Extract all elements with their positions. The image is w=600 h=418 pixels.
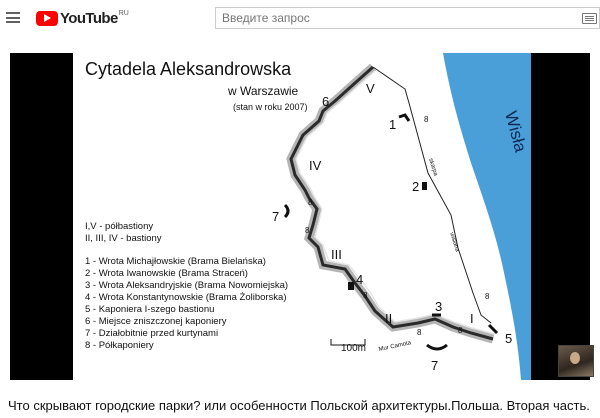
kaponier-8-g: 8 — [485, 292, 490, 301]
gate-5-mark — [489, 325, 497, 333]
map-title: Cytadela Aleksandrowska — [85, 59, 292, 79]
youtube-logo[interactable] — [36, 9, 129, 27]
bastion-I-label: I — [470, 311, 474, 326]
kaponier-8-b: 8 — [308, 198, 313, 207]
mur-camota-label: Mur Camota — [378, 340, 412, 353]
bastion-II-label: II — [385, 311, 393, 326]
river-label: Wisła — [501, 109, 531, 155]
top-bar — [0, 0, 600, 36]
map-subtitle: w Warszawie — [228, 84, 299, 98]
legend-line-6: 5 - Kaponiera I-szego bastionu — [85, 304, 215, 315]
legend-line-1: II, III, IV - bastiony — [85, 233, 162, 244]
skarpa-label: skarpa — [427, 157, 439, 177]
battery-7-left-number: 7 — [272, 209, 280, 224]
logo-text: YouTube — [60, 9, 118, 27]
search-box[interactable] — [215, 7, 600, 29]
legend-line-2: 1 - Wrota Michajłowskie (Brama Bielańska) — [85, 256, 266, 267]
kaponier-8-c: 8 — [305, 226, 310, 235]
menu-icon[interactable] — [6, 12, 20, 23]
kaponier-8-e: 8 — [417, 328, 422, 337]
legend-line-0: I,V - półbastiony — [85, 221, 154, 232]
channel-watermark-thumbnail[interactable] — [558, 345, 594, 377]
legend-line-9: 8 - Półkaponiery — [85, 340, 154, 351]
legend-line-3: 2 - Wrota Iwanowskie (Brama Straceń) — [85, 268, 248, 279]
video-title[interactable]: Что скрывают городские парки? или особенности Польской архитектуры.Польша. Вторая часть. — [8, 398, 590, 413]
kaponier-8-f: 8 — [458, 326, 463, 335]
scale-label: 100m — [341, 343, 367, 354]
map-date: (stan w roku 2007) — [233, 102, 308, 112]
citadel-map — [73, 53, 531, 380]
legend-line-8: 7 - Działobitnie przed kurtynami — [85, 328, 219, 339]
legend-line-5: 4 - Wrota Konstantynowskie (Brama Żoliborska) — [85, 292, 287, 303]
gate-5-number: 5 — [505, 331, 513, 346]
gate-1-number: 1 — [389, 117, 397, 132]
youtube-play-icon — [36, 11, 58, 26]
kaponier-8-d: 8 — [363, 291, 368, 300]
legend-line-4: 3 - Wrota Aleksandryjskie (Brama Nowomiejska) — [85, 280, 289, 291]
place-6-number: 6 — [322, 94, 330, 109]
logo-region: RU — [118, 10, 129, 17]
kaponier-8-a: 8 — [424, 115, 429, 124]
wislana-label: wiślana — [448, 231, 460, 253]
bastion-III-label: III — [331, 247, 342, 262]
gate-2-mark — [422, 182, 427, 190]
gate-3-number: 3 — [435, 299, 443, 314]
battery-7-bottom — [427, 345, 447, 349]
gate-1-mark — [399, 115, 409, 121]
battery-7-bottom-number: 7 — [431, 358, 439, 373]
video-player[interactable] — [10, 53, 590, 380]
search-input[interactable] — [216, 8, 562, 28]
gate-4-mark — [348, 282, 354, 290]
bastion-IV-label: IV — [309, 158, 322, 173]
keyboard-icon[interactable] — [582, 13, 597, 24]
battery-7-left — [285, 205, 288, 217]
gate-4-number: 4 — [356, 272, 364, 287]
bastion-V-label: V — [366, 81, 375, 96]
legend-line-7: 6 - Miejsce zniszczonej kaponiery — [85, 316, 227, 327]
gate-2-number: 2 — [412, 179, 420, 194]
video-frame — [73, 53, 531, 380]
